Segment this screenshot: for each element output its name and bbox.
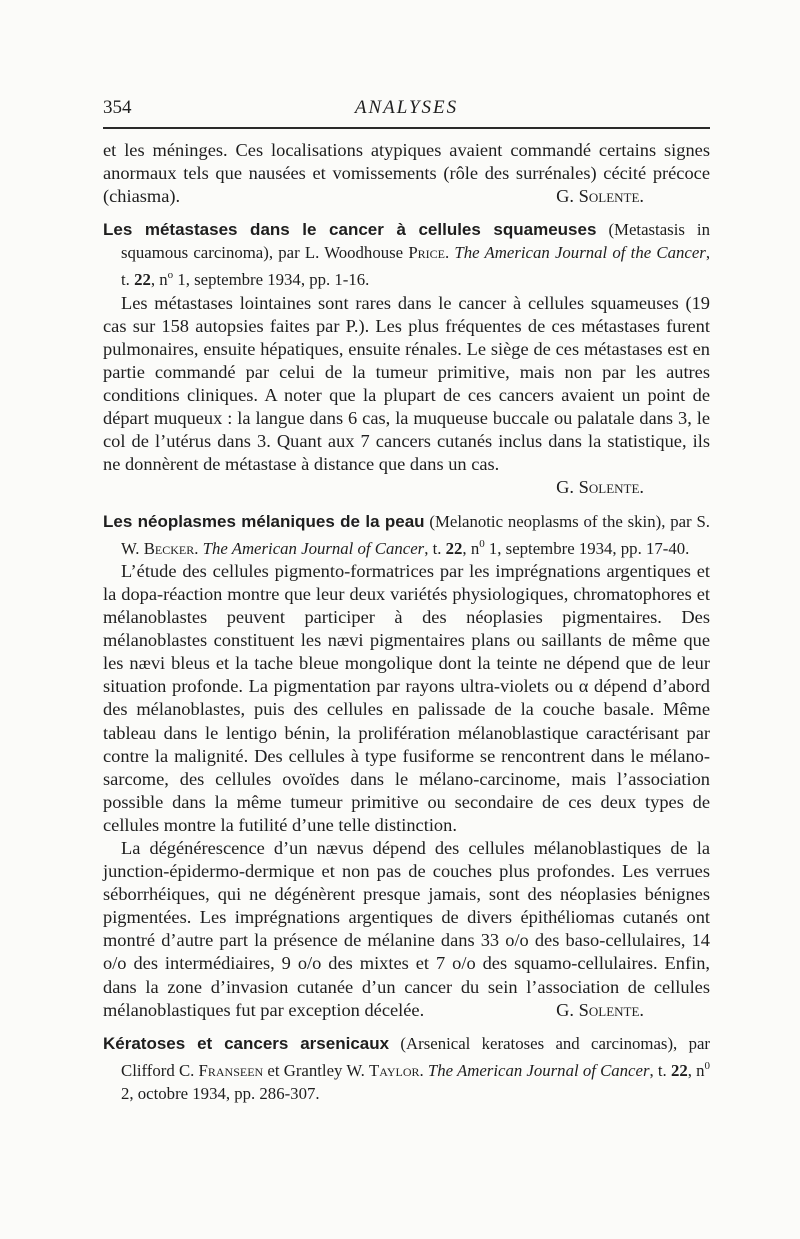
author-name: Franseen — [198, 1060, 264, 1080]
review-paragraph: Les métastases lointaines sont rares dans le cancer à cellules squameuses (19 cas sur 158 autopsies faites par P.). Les plus fréquentes de ces métastases furent pulmonaires, ensuite hépatiques, ensuite rénales. Le siège de ces métastases est en partie commandé par celui de la tumeur primitive, mais non par les autres conditions cliniques. A noter que la plupart de ces cancers avaient un point de départ muqueux : la langue dans 6 cas, la muqueuse buccale ou palatale dans 3, le col de l’utérus dans 3. Quant aux 7 cancers cutanés inclus dans la statistique, ils ne donnèrent de métastase à distance que dans un cas. — [103, 292, 710, 475]
journal-name: The American Journal of Cancer — [202, 538, 425, 558]
entry-title: Les métastases dans le cancer à cellules squameuses — [103, 220, 597, 240]
author-name: Becker — [143, 538, 195, 558]
author-name: Taylor — [369, 1060, 420, 1080]
review-entry-heading: Kératoses et cancers arsenicaux (Arsenical keratoses and carcinomas), par Clifford C. Franseen et Grantley W. Taylor. The American Journal of Cancer, t. 22, $n^0$ 2, octobre 1934, pp. 286-307. — [103, 1033, 711, 1104]
signature: G. Solente. — [556, 477, 644, 498]
journal-name: The American Journal of the Cancer — [454, 243, 706, 263]
volume: 22 — [670, 1060, 688, 1080]
signature: G. Solente. — [556, 999, 644, 1020]
signature: G. Solente. — [556, 186, 644, 207]
review-entry-heading: Les métastases dans le cancer à cellules squameuses (Metastasis in squamous carcinoma), par L. Woodhouse Price. The American Journal of the Cancer, t. 22, $n^o$ 1, septembre 1934, pp. 1-16. — [103, 220, 711, 290]
header-rule — [103, 127, 710, 129]
review-paragraph: La dégénérescence d’un nævus dépend des cellules mélanoblastiques de la junction-épidermo-dermique et non pas de couches plus profondes. Les verrues séborrhéiques, qui ne dégénèrent presque jamais, sont des néoplasies bénignes pigmentées. Les imprégnations argentiques de divers épithéliomas cutanés ont montré d’autre part la présence de mélanine dans 33 o/o des baso-cellulaires, 14 o/o des intermédiaires, 9 o/o des mixtes et 7 o/o des squamo-cellulaires. Enfin, dans la zone d’invasion cutanée d’un cancer du sein l’association de cellules mélanoblastiques fut par exception décelée. G. Solente. — [103, 837, 710, 1022]
page-header — [103, 97, 710, 125]
volume: 22 — [134, 270, 151, 290]
volume: 22 — [445, 538, 463, 558]
body-text — [103, 139, 710, 1105]
review-entry-heading: Les néoplasmes mélaniques de la peau (Melanotic neoplasms of the skin), par S. W. Becker. The American Journal of Cancer, t. 22, $n^0$ 1, septembre 1934, pp. 17-40. — [103, 511, 711, 558]
carryover-paragraph — [103, 139, 710, 208]
carryover-text: et les méninges. Ces localisations atypiques avaient commandé certains signes anormaux tels que nausées et vomissements (rôle des surrénales) cécité précoce (chiasma). — [103, 140, 710, 207]
journal-name: The American Journal of Cancer — [427, 1060, 650, 1080]
entry-title: Les néoplasmes mélaniques de la peau — [103, 511, 425, 531]
entry-title: Kératoses et cancers arsenicaux — [103, 1033, 390, 1053]
author-name: Price — [408, 243, 445, 263]
running-title: ANALYSES — [354, 97, 459, 118]
page-number: 354 — [103, 97, 132, 118]
review-paragraph: L’étude des cellules pigmento-formatrices par les imprégnations argentiques et la dopa-réaction montre que leur deux variétés physiologiques, chromatophores et mélanoblastes peuvent participer à des néoplasies pigmentaires. Des mélanoblastes constituent les nævi pigmentaires plans ou saillants de même que les nævi bleus et la tache bleue mongolique dont la teinte ne dépend que de leur situation profonde. La pigmentation par rayons ultra-violets ou α dépend d’abord des mélanoblastes, puis des cellules en palissade de la couche basale. Même tableau dans le lentigo bénin, la prolifération mélanoblastique caractérisant par contre la malignité. Des cellules à type fusiforme se rencontrent dans le mélano-sarcome, des cellules ovoïdes dans le mélano-carcinome, mais l’association possible dans la même tumeur primitive ou secondaire de ces deux types de cellules montre la futilité d’une telle distinction. — [103, 560, 710, 835]
